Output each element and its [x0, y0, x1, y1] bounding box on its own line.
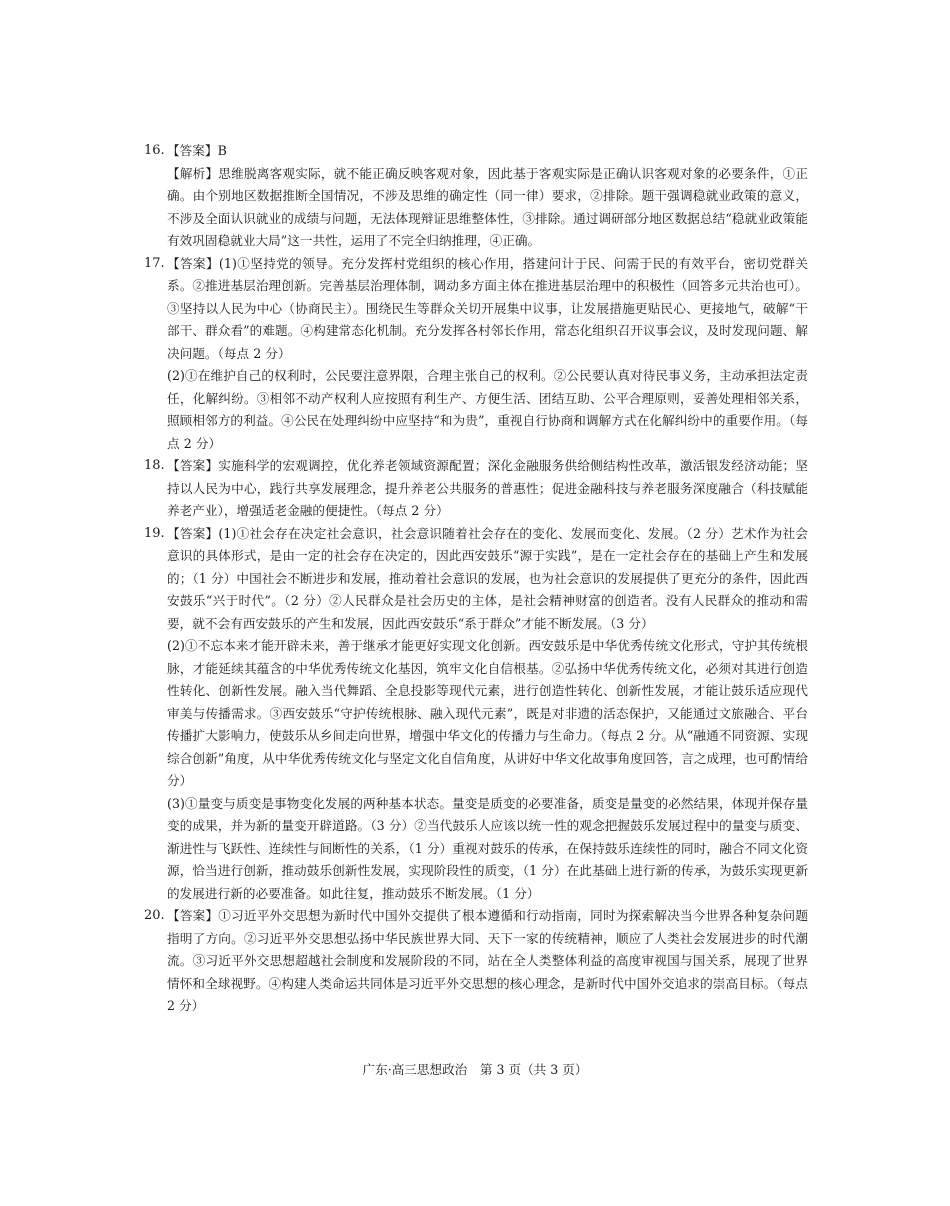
answer-item-16: [146, 140, 808, 253]
answer-item-17: [146, 253, 808, 456]
answer-paragraph: 【答案】(1)①社会存在决定社会意识，社会意识随着社会存在的变化、发展而变化、发展。（2 分）艺术作为社会意识的具体形式，是由一定的社会存在决定的，因此西安鼓乐“源于实践”，是在一定社会存在的基础上产生和发展的；（1 分）中国社会不断进步和发展，推动着社会意识的发展，也为社会意识的发展提供了更充分的条件，因此西安鼓乐“兴于时代”。（2 分）②人民群众是社会历史的主体，是社会精神财富的创造者。没有人民群众的推动和需要，就不会有西安鼓乐的产生和发展，因此西安鼓乐“系于群众”才能不断发展。（3 分）: [167, 525, 808, 631]
analysis-paragraph: 【解析】思维脱离客观实际，就不能正确反映客观对象，因此基于客观实际是正确认识客观对象的必要条件，①正确。由个别地区数据推断全国情况，不涉及思维的确定性（同一律）要求，②排除。题干强调稳就业政策的意义，不涉及全面认识就业的成绩与问题，无法体现辩证思维整体性，③排除。通过调研部分地区数据总结“稳就业政策能有效巩固稳就业大局”这一共性，运用了不完全归纳推理，④正确。: [167, 165, 808, 248]
answer-paragraph: (2)①不忘本来才能开辟未来，善于继承才能更好实现文化创新。西安鼓乐是中华优秀传统文化形式，守护其传统根脉，才能延续其蕴含的中华优秀传统文化基因，筑牢文化自信根基。②弘扬中华优秀传统文化，必须对其进行创造性转化、创新性发展。融入当代舞蹈、全息投影等现代元素，进行创造性转化、创新性发展，才能让鼓乐适应现代审美与传播需求。③西安鼓乐“守护传统根脉、融入现代元素”，既是对非遗的活态保护，又能通过文旅融合、平台传播扩大影响力，使鼓乐从乡间走向世界，增强中华文化的传播力与生命力。（每点 2 分。从“融通不同资源、实现综合创新”角度，从中华优秀传统文化与坚定文化自信角度，从讲好中华文化故事角度回答，言之成理，也可酌情给分）: [167, 638, 808, 788]
question-number: 16.: [144, 143, 165, 158]
question-number: 18.: [144, 458, 165, 473]
answer-paragraph: 【答案】(1)①坚持党的领导。充分发挥村党组织的核心作用，搭建问计于民、问需于民的有效平台，密切党群关系。②推进基层治理创新。完善基层治理体制，调动多方面主体在推进基层治理中的积极性（回答多元共治也可）。③坚持以人民为中心（协商民主）。围绕民生等群众关切开展集中议事，让发展措施更贴民心、更接地气，破解“干部干、群众看”的难题。④构建常态化机制。充分发挥各村邻长作用，常态化组织召开议事会议，及时发现问题、解决问题。（每点 2 分）: [167, 255, 808, 361]
question-number: 20.: [144, 908, 165, 923]
answer-paragraph: (3)①量变与质变是事物变化发展的两种基本状态。量变是质变的必要准备，质变是量变的必然结果，体现并保存量变的成果，并为新的量变开辟道路。（3 分）②当代鼓乐人应该以统一性的观念把握鼓乐发展过程中的量变与质变、渐进性与飞跃性、连续性与间断性的关系，（1 分）重视对鼓乐的传承，在保持鼓乐连续性的同时，融合不同文化资源，恰当进行创新，推动鼓乐创新性发展，实现阶段性的质变，（1 分）在此基础上进行新的传承，为鼓乐实现更新的发展进行新的必要准备。如此往复，推动鼓乐不断发展。（1 分）: [167, 795, 808, 901]
answer-paragraph: 【答案】①习近平外交思想为新时代中国外交提供了根本遵循和行动指南，同时为探索解决当今世界各种复杂问题指明了方向。②习近平外交思想弘扬中华民族世界大同、天下一家的传统精神，顺应了人类社会发展进步的时代潮流。③习近平外交思想超越社会制度和发展阶段的不同，站在全人类整体利益的高度审视国与国关系，展现了世界情怀和全球视野。④构建人类命运共同体是习近平外交思想的核心理念，是新时代中国外交追求的崇高目标。（每点 2 分）: [167, 908, 808, 1013]
answer-item-19: [146, 523, 808, 906]
answer-line: 【答案】B: [167, 143, 227, 158]
answer-item-18: [146, 455, 808, 523]
page-footer: 广东·高三思想政治 第 3 页（共 3 页）: [362, 1062, 588, 1077]
answer-item-20: [146, 905, 808, 1018]
question-number: 19.: [144, 525, 165, 541]
answer-paragraph: 【答案】实施科学的宏观调控，优化养老领域资源配置；深化金融服务供给侧结构性改革，激活银发经济动能；坚持以人民为中心，践行共享发展理念，提升养老公共服务的普惠性；促进金融科技与养老服务深度融合（科技赋能养老产业），增强适老金融的便捷性。（每点 2 分）: [167, 458, 808, 518]
answer-content: [146, 140, 808, 1018]
answer-paragraph: (2)①在维护自己的权利时，公民要注意界限，合理主张自己的权利。②公民要认真对待民事义务，主动承担法定责任，化解纠纷。③相邻不动产权利人应按照有利生产、方便生活、团结互助、公平合理原则，妥善处理相邻关系，照顾相邻方的利益。④公民在处理纠纷中应坚持“和为贵”，重视自行协商和调解方式在化解纠纷中的重要作用。（每点 2 分）: [167, 368, 808, 451]
question-number: 17.: [144, 255, 165, 271]
